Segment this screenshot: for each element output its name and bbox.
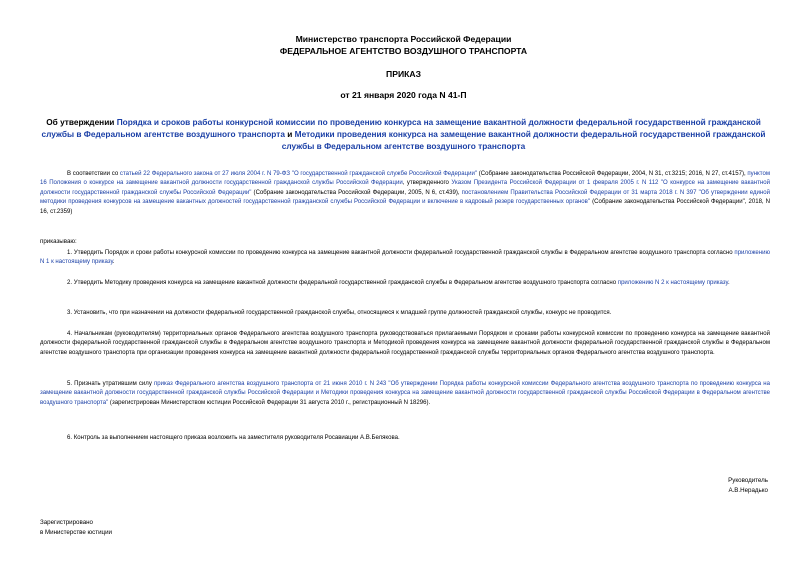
link-order-243[interactable]: приказ Федерального агентства воздушного транспорта от 21 июня 2010 г. N 243 "Об утверждении Порядка работы конкурсной комиссии Федерального агентства воздушного транспорта по проведению конкурса на замещение вакантной должности государственной гражданской службы Российской Федерации и Методики проведения конкурса на замещение вакантной должности государственной гражданской службы Российской Федерации в Федеральном агентстве воздушного транспорта": [40, 381, 770, 406]
link-government-resolution-397[interactable]: постановлением Правительства Российской Федерации от 31 марта 2018 г. N 397 "Об утверждении единой методики проведения конкурсов на замещение вакантных должностей государственной гражданской службы Российской Федерации и включение в кадровый резерв государственных органов": [40, 189, 771, 206]
agency-name: ФЕДЕРАЛЬНОЕ АГЕНТСТВО ВОЗДУШНОГО ТРАНСПОРТА: [279, 46, 528, 56]
link-appendix-2[interactable]: приложению N 2 к настоящему приказу: [617, 280, 728, 286]
orders-label: приказываю:: [40, 238, 77, 245]
preamble-text-5: (Собрание законодательства Российской Федерации", 2018, N 16, ст.2359): [40, 199, 771, 215]
order-item-6: 6. Контроль за выполнением настоящего приказа возложить на заместителя руководителя Росавиации А.В.Белякова.: [67, 435, 400, 441]
order-item-5: [40, 380, 770, 408]
registration-line-1: Зарегистрировано: [40, 519, 93, 526]
document-title: [40, 116, 767, 152]
preamble-text-3: , утвержденного: [402, 180, 452, 187]
signatory-name: А.В.Нерадько: [728, 487, 768, 494]
link-regulation-p16[interactable]: пунктом 16 Положения о конкурсе на замещение вакантной должности государственной гражданской службы Российской Федерации: [40, 171, 770, 187]
item-5-end: (зарегистрирован Министерством юстиции Российской Федерации 31 августа 2010 г., регистрационный N 18296).: [108, 399, 431, 406]
preamble-paragraph: [40, 170, 770, 217]
item-5-text: 5. Признать утратившим силу: [67, 381, 154, 387]
order-item-1: [40, 249, 770, 268]
registration-line-2: в Министерстве юстиции: [40, 529, 113, 536]
preamble-text-1: В соответствии со: [67, 171, 120, 177]
title-middle: и: [284, 129, 295, 139]
item-2-end: .: [727, 280, 730, 286]
item-1-end: .: [112, 259, 115, 266]
preamble-text-4: (Собрание законодательства Российской Федерации, 2005, N 6, ст.439),: [251, 189, 462, 196]
title-prefix: Об утверждении: [46, 117, 117, 127]
item-1-text: 1. Утвердить Порядок и сроки работы конкурсной комиссии по проведению конкурса на замещение вакантной должности федеральной государственной гражданской службы в Федеральном агентстве воздушного транспорта согласно: [67, 250, 735, 256]
title-link-procedure[interactable]: Порядка и сроков работы конкурсной комиссии по проведению конкурса на замещение вакантной должности федеральной государственной гражданской службы в Федеральном агентстве воздушного транспорта: [41, 117, 761, 139]
preamble-text-2: (Собрание законодательства Российской Федерации, 2004, N 31, ст.3215; 2016, N 27, ст.4157),: [477, 171, 748, 177]
link-presidential-decree-112[interactable]: Указом Президента Российской Федерации от 1 февраля 2005 г. N 112 "О конкурсе на замещение вакантной должности государственной гражданской службы Российской Федерации": [40, 180, 770, 196]
order-item-3: 3. Установить, что при назначении на должности федеральной государственной гражданской службы, относящиеся к младшей группе должностей гражданской службы, конкурс не проводится.: [67, 310, 612, 316]
document-date-number: от 21 января 2020 года N 41-П: [340, 90, 467, 100]
title-link-methodology[interactable]: Методики проведения конкурса на замещение вакантной должности федеральной государственной гражданской службы в Федеральном агентстве воздушного транспорта: [281, 129, 766, 151]
link-federal-law-79[interactable]: статьей 22 Федерального закона от 27 июля 2004 г. N 79-ФЗ "О государственной гражданской службе Российской Федерации": [119, 171, 477, 177]
signatory-role: Руководитель: [728, 477, 768, 484]
item-2-text: 2. Утвердить Методику проведения конкурса на замещение вакантной должности федеральной государственной гражданской службы в Федеральном агентстве воздушного транспорта согласно: [67, 280, 618, 286]
document-type: ПРИКАЗ: [386, 69, 421, 79]
link-appendix-1[interactable]: приложению N 1 к настоящему приказу: [40, 250, 770, 266]
ministry-name: Министерство транспорта Российской Федерации: [295, 34, 512, 44]
order-item-4: 4. Начальникам (руководителям) территориальных органов Федерального агентства воздушного транспорта руководствоваться прилагаемыми Порядком и сроками работы конкурсной комиссии по проведению конкурса на замещение вакантной должности федеральной государственной гражданской службы в Федеральном агентстве воздушного транспорта и Методикой проведения конкурса на замещение вакантной должности федеральной государственной гражданской службы в Федеральном агентстве воздушного транспорта при организации проведения конкурса на замещение вакантной должности федеральной государственной гражданской службы территориальных органов Федерального агентства воздушного транспорта.: [40, 331, 770, 356]
order-item-2: [40, 279, 770, 288]
